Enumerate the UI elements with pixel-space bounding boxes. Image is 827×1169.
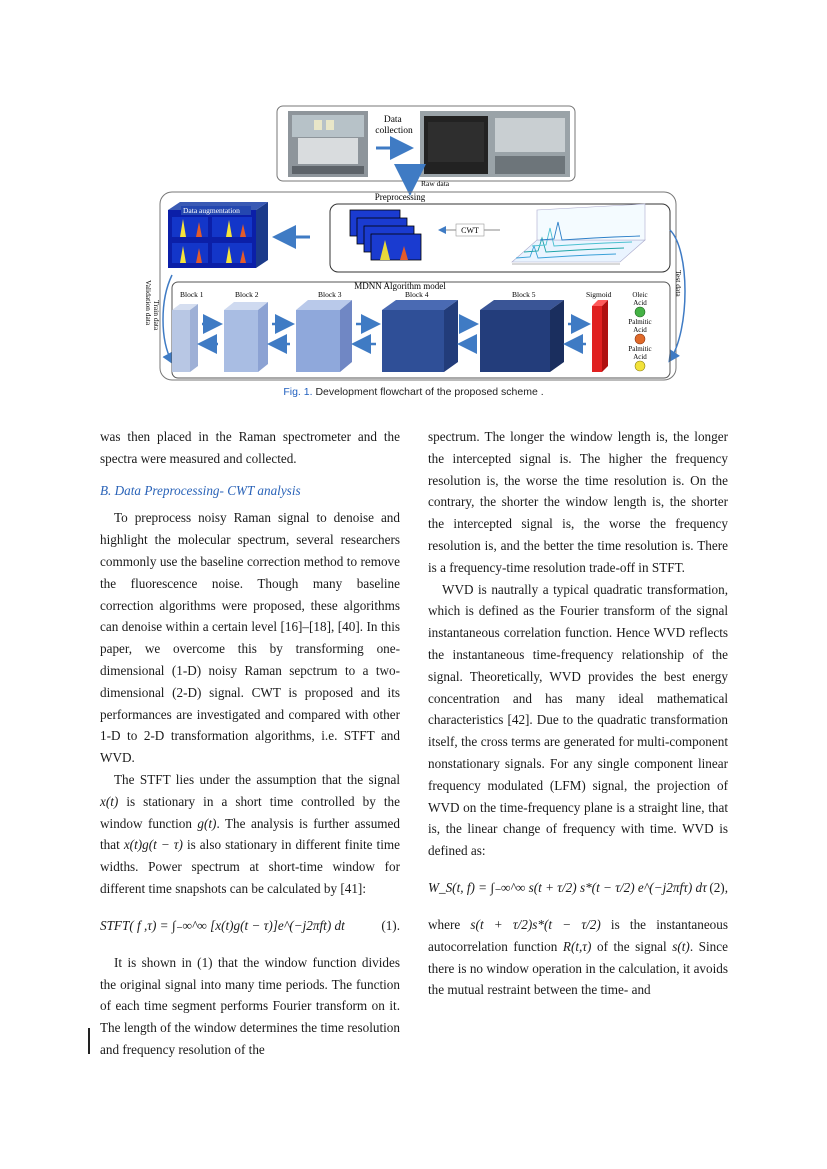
output-2-line1: Palmitic <box>628 318 652 326</box>
stft-text-c: is stationary in a short time controlled by the window function <box>100 793 400 831</box>
preprocessing-label: Preprocessing <box>374 192 426 202</box>
stft-text-e: . The analysis is further assumed that <box>100 815 400 853</box>
equation-2-body: W_S(t, f) = ∫₋∞^∞ s(t + τ/2) s*(t − τ/2) e^(−j2πfτ) dτ <box>428 880 707 896</box>
left-column <box>100 426 400 1061</box>
right-column <box>428 426 728 1001</box>
section-heading-b: B. Data Preprocessing- CWT analysis <box>100 482 301 498</box>
math-g-t: g(t) <box>197 815 217 831</box>
output-2-label <box>628 318 651 334</box>
spectrometer-photo <box>420 111 570 177</box>
validation-data-label: Validation data <box>144 280 153 326</box>
sigmoid-label: Sigmoid <box>586 290 612 299</box>
mdnn-title: MDNN Algorithm model <box>354 281 446 291</box>
block-2-label: Block 2 <box>235 290 259 299</box>
output-1-dot <box>635 307 645 317</box>
block-4-label: Block 4 <box>405 290 429 299</box>
output-3-line2: Acid <box>633 353 647 361</box>
block-3-label: Block 3 <box>318 290 342 299</box>
equation-1-body: STFT( f ,τ) = ∫₋∞^∞ [x(t)g(t − τ)]e^(−j2πft) dt <box>100 917 345 933</box>
block-5-cube <box>480 300 564 372</box>
left-paragraph-4: It is shown in (1) that the window function divides the original signal into many time periods. The function of each time segment performs Fourier transform on it. The length of the window determines the time resolution and frequency resolution of the <box>100 954 400 1057</box>
equation-2-number: (2), <box>709 880 728 896</box>
flowchart-figure <box>144 100 690 382</box>
output-2-dot <box>635 334 645 344</box>
left-paragraph-1: was then placed in the Raman spectrometer and the spectra were measured and collected. <box>100 429 400 466</box>
math-x-t: x(t) <box>100 793 119 809</box>
output-1-line1: Oleic <box>632 291 648 299</box>
right-paragraph-2: WVD is nautrally a typical quadratic transformation, which is defined as the Fourier transform of the signal instantaneous correlation function. Hence WVD reflects the instantaneous time-frequency relationship of the signal. Theoretically, WVD provides the best energy concentration and has many ideal mathematical characteristics [42]. Due to the quadratic transformation itself, the cross terms are generated for multi-component nonstationary signals. For any single component linear frequency modulated (LFM) signal, the projection of WVD on the time-frequency plane is a straight line, that is, the linear change of frequency with time. WVD is defined as: <box>428 581 728 859</box>
output-1-label <box>632 291 647 307</box>
left-paragraph-2: To preprocess noisy Raman signal to denoise and highlight the molecular spectrum, several researchers commonly use the baseline correction method to remove the fluorescence noise. Though many baseline correction algorithms were proposed, these algorithms can denoise within a certain level [16]–[18], [40]. In this paper, we overcome this by transforming one-dimensional (1-D) noisy Raman sepctrum to a two-dimensional (2-D) signal. CWT is proposed and its performances are investigated and compared with other 1-D to 2-D transformation algorithms, i.e. STFT and WVD. <box>100 510 400 766</box>
math-xg-product: x(t)g(t − τ) <box>123 837 183 853</box>
output-3-label <box>628 345 651 361</box>
raw-data-label: Raw data <box>421 179 450 188</box>
data-collection-line1: Data <box>383 115 402 125</box>
left-paragraph-3 <box>100 769 400 900</box>
right-paragraph-1: spectrum. The longer the window length is, the longer the intercepted signal is. The higher the frequency resolution is, the worse the time resolution is. On the contrary, the shorter the window length is, the shorter the intercepted signal is, the worse the frequency resolution is, and the better the time resolution is. There is a frequency-time resolution trade-off in STFT. <box>428 429 728 575</box>
data-augmentation-label: Data augmentation <box>183 206 240 215</box>
wvd-text-c: is the instantaneous autocorrelation function <box>428 916 728 954</box>
train-data-label: Train data <box>152 300 161 331</box>
caption-text: Development flowchart of the proposed scheme . <box>312 386 544 398</box>
cwt-scalogram-stack <box>350 210 421 260</box>
math-R: R(t,τ) <box>562 938 592 954</box>
margin-change-bar <box>88 1028 90 1054</box>
cwt-label: CWT <box>461 226 479 235</box>
data-collection-line2: collection <box>375 126 413 136</box>
raman-spectra-3d-plot <box>512 204 645 264</box>
block-5-label: Block 5 <box>512 290 536 299</box>
stft-text-g: is also stationary in different finite time widths. Power spectrum at short-time window for different time snapshots can be calculated by [41]: <box>100 837 400 896</box>
block-4-cube <box>382 300 458 372</box>
test-data-label: Test data <box>674 270 683 297</box>
block-2-cube <box>224 302 268 372</box>
output-3-line1: Palmitic <box>628 345 652 353</box>
wvd-text-a: where <box>428 916 471 932</box>
output-3-dot <box>635 361 645 371</box>
train-data-arrow <box>163 275 172 362</box>
raman-device-photo <box>288 111 368 177</box>
stft-text-a: The STFT lies under the assumption that the signal <box>114 771 400 787</box>
output-1-line2: Acid <box>633 299 647 307</box>
equation-1 <box>100 904 400 948</box>
wvd-text-g: . Since there is no window operation in the calculation, it avoids the mutual restraint between the time- and <box>428 938 728 998</box>
block-1-cube <box>172 304 198 372</box>
caption-label: Fig. 1. <box>283 386 313 398</box>
output-2-line2: Acid <box>633 326 647 334</box>
sigmoid-block <box>592 300 608 372</box>
equation-1-number: (1). <box>381 917 400 933</box>
math-autocorr: s(t + τ/2)s*(t − τ/2) <box>470 916 601 932</box>
block-3-cube <box>296 300 352 372</box>
wvd-text-e: of the signal <box>591 938 673 954</box>
figure-caption <box>0 386 827 398</box>
equation-2 <box>428 866 728 910</box>
right-paragraph-3 <box>428 914 728 1001</box>
math-s-t: s(t) <box>672 938 690 954</box>
block-1-label: Block 1 <box>180 290 204 299</box>
